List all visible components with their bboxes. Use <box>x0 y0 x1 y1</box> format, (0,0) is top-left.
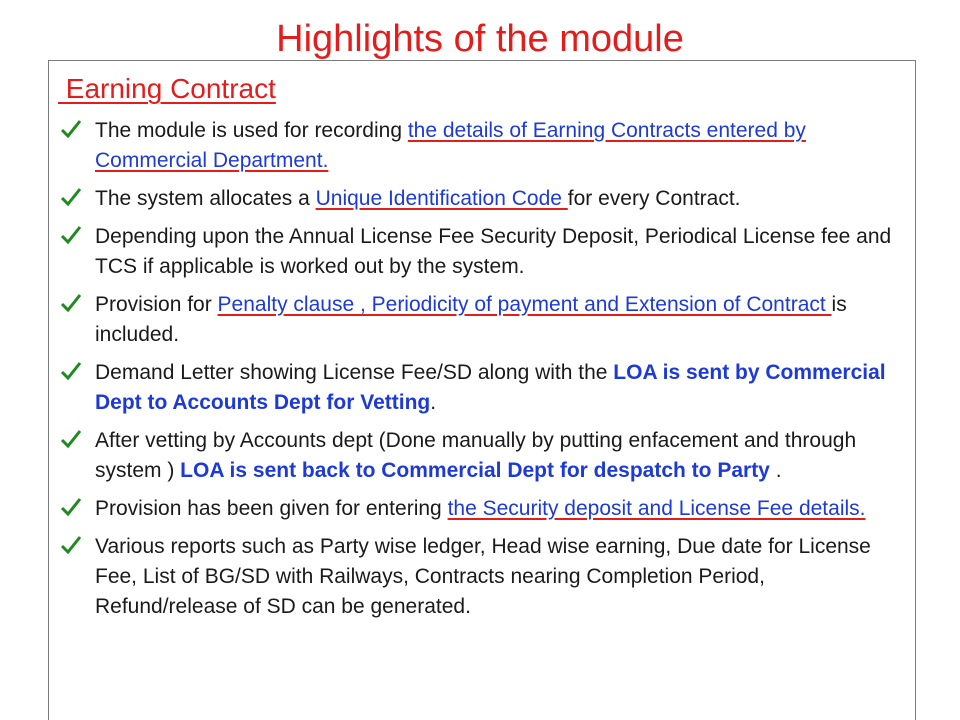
bullet-highlight: the details of Earning Contracts entered by Commercial Department. <box>95 119 806 172</box>
check-mark-icon <box>60 118 82 140</box>
section-subtitle: Earning Contract <box>58 73 276 104</box>
bullet-item <box>60 222 906 282</box>
check-mark-icon <box>60 292 82 314</box>
bullet-text: The system allocates a <box>95 187 316 210</box>
bullet-text: The module is used for recording <box>95 119 408 142</box>
bullet-text-end: for every Contract. <box>567 187 741 210</box>
check-mark-icon <box>60 224 82 246</box>
bullet-text: Depending upon the Annual License Fee Security Deposit, Periodical License fee and TCS if applicable is worked out by the system. <box>95 225 892 278</box>
check-mark-icon <box>60 496 82 518</box>
bullet-item <box>60 494 906 524</box>
bullet-text-end: . <box>769 459 782 482</box>
check-mark-icon <box>60 534 82 556</box>
slide-title: Highlights of the module <box>276 18 684 60</box>
bullet-item <box>60 426 906 486</box>
bullet-text: Various reports such as Party wise ledger, Head wise earning, Due date for License Fee, List of BG/SD with Railways, Contracts nearing Completion Period, Refund/release of SD can be generated. <box>95 535 871 618</box>
bullet-highlight: LOA is sent back to Commercial Dept for despatch to Party <box>180 459 770 482</box>
bullet-highlight: the Security deposit and License Fee details. <box>447 497 866 520</box>
bullet-highlight: LOA is sent by Commercial Dept to Accounts Dept for Vetting <box>95 361 886 414</box>
check-mark-icon <box>60 428 82 450</box>
bullet-text: After vetting by Accounts dept (Done manually by putting enfacement and through system ) <box>95 429 857 482</box>
bullet-highlight: Unique Identification Code <box>315 187 568 210</box>
bullet-text: Provision for <box>95 293 218 316</box>
bullet-text: Provision has been given for entering <box>95 497 448 520</box>
bullet-list <box>60 116 906 630</box>
bullet-text-end: is included. <box>95 293 847 346</box>
bullet-item <box>60 532 906 622</box>
bullet-item <box>60 290 906 350</box>
bullet-item <box>60 184 906 214</box>
check-mark-icon <box>60 186 82 208</box>
bullet-item <box>60 358 906 418</box>
bullet-highlight: Penalty clause , Periodicity of payment and Extension of Contract <box>217 293 832 316</box>
bullet-text: Demand Letter showing License Fee/SD along with the <box>95 361 614 384</box>
check-mark-icon <box>60 360 82 382</box>
bullet-text-end: . <box>430 391 437 414</box>
bullet-item <box>60 116 906 176</box>
